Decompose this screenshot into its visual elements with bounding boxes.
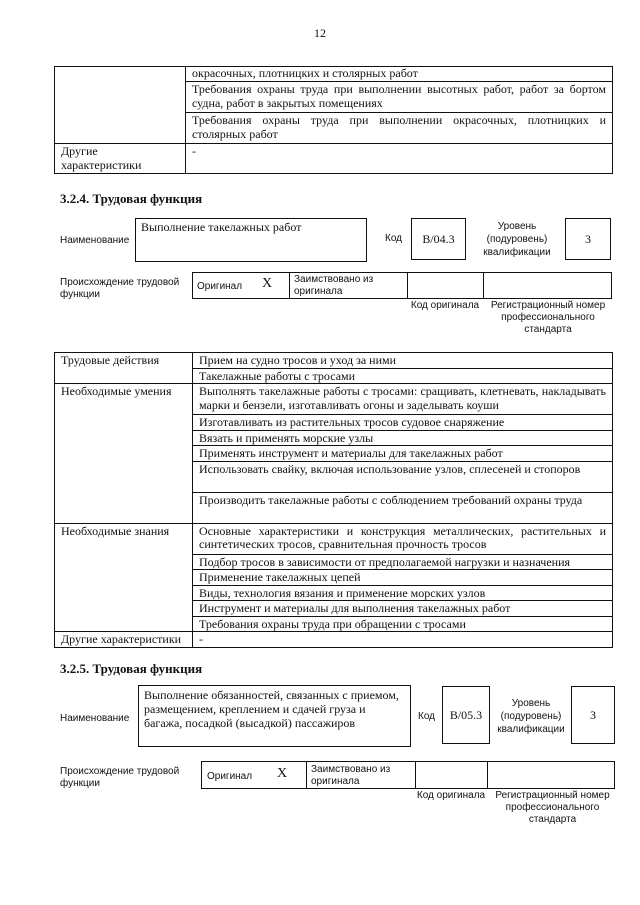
code-value-325: B/05.3 bbox=[442, 686, 490, 744]
top-table-cell: - bbox=[186, 144, 613, 174]
table-row bbox=[55, 523, 613, 554]
table-row bbox=[55, 144, 613, 174]
borrowed-label-325: Заимствовано из оригинала bbox=[311, 764, 391, 787]
origin-label-324: Происхождение трудовой функции bbox=[60, 277, 180, 300]
code-original-label-324: Код оригинала bbox=[410, 300, 480, 311]
code-label-325: Код bbox=[418, 711, 436, 722]
skill-item: Использовать свайку, включая использование узлов, сплесеней и стопоров bbox=[193, 461, 613, 492]
table-row bbox=[55, 353, 613, 369]
main-table bbox=[54, 352, 613, 648]
other-value: - bbox=[193, 632, 613, 648]
original-mark-325: X bbox=[277, 766, 288, 781]
top-table-cell: Требования охраны труда при выполнении окрасочных, плотницких и столярных работ bbox=[186, 113, 613, 144]
divider bbox=[483, 272, 484, 299]
labor-actions-label: Трудовые действия bbox=[55, 353, 193, 384]
knowledge-label: Необходимые знания bbox=[55, 523, 193, 632]
table-row bbox=[55, 384, 613, 415]
knowledge-item: Виды, технология вязания и применение морских узлов bbox=[193, 585, 613, 601]
divider bbox=[407, 272, 408, 299]
skill-item: Изготавливать из растительных тросов судовое снаряжение bbox=[193, 415, 613, 431]
level-label-325: Уровень (подуровень) квалификации bbox=[497, 698, 565, 735]
code-original-label-325: Код оригинала bbox=[416, 790, 486, 801]
top-table bbox=[54, 66, 613, 174]
section-heading-324: 3.2.4. Трудовая функция bbox=[60, 191, 203, 206]
knowledge-item: Основные характеристики и конструкция металлических, растительных и синтетических тросов, сравнительная прочность тросов bbox=[193, 523, 613, 554]
knowledge-item: Требования охраны труда при обращении с тросами bbox=[193, 616, 613, 632]
divider bbox=[487, 761, 488, 789]
knowledge-item: Применение такелажных цепей bbox=[193, 570, 613, 586]
code-value-324: B/04.3 bbox=[411, 218, 466, 260]
code-label-324: Код bbox=[385, 233, 403, 244]
level-value-325: 3 bbox=[571, 686, 615, 744]
borrowed-label-324: Заимствовано из оригинала bbox=[294, 274, 374, 297]
name-value-325: Выполнение обязанностей, связанных с приемом, размещением, креплением и сдачей груза и багажа, посадкой (высадкой) пассажиров bbox=[138, 685, 411, 747]
top-table-cell: Требования охраны труда при выполнении высотных работ, работ за бортом судна, работ в закрытых помещениях bbox=[186, 82, 613, 113]
knowledge-item: Подбор тросов в зависимости от предполагаемой нагрузки и назначения bbox=[193, 554, 613, 570]
level-value-324: 3 bbox=[565, 218, 611, 260]
original-label-325: Оригинал bbox=[207, 771, 253, 782]
origin-row-324 bbox=[192, 272, 612, 299]
name-label-325: Наименование bbox=[60, 713, 130, 724]
table-row bbox=[55, 67, 613, 82]
name-value-324: Выполнение такелажных работ bbox=[135, 218, 367, 262]
table-row bbox=[55, 632, 613, 648]
top-table-cell: окрасочных, плотницких и столярных работ bbox=[186, 67, 613, 82]
skills-label: Необходимые умения bbox=[55, 384, 193, 524]
name-label-324: Наименование bbox=[60, 235, 130, 246]
divider bbox=[306, 761, 307, 789]
original-mark-324: X bbox=[262, 276, 273, 291]
skill-item: Вязать и применять морские узлы bbox=[193, 430, 613, 446]
other-label: Другие характеристики bbox=[55, 632, 193, 648]
divider bbox=[415, 761, 416, 789]
top-table-left-label: Другие характеристики bbox=[55, 144, 186, 174]
skill-item: Производить такелажные работы с соблюдением требований охраны труда bbox=[193, 492, 613, 523]
divider bbox=[289, 272, 290, 299]
skill-item: Применять инструмент и материалы для такелажных работ bbox=[193, 446, 613, 462]
level-label-324: Уровень (подуровень) квалификации bbox=[483, 221, 551, 258]
reg-number-label-324: Регистрационный номер профессионального стандарта bbox=[490, 300, 606, 335]
knowledge-item: Инструмент и материалы для выполнения такелажных работ bbox=[193, 601, 613, 617]
page-number: 12 bbox=[314, 26, 326, 40]
top-table-left-cell bbox=[55, 67, 186, 144]
reg-number-label-325: Регистрационный номер профессионального стандарта bbox=[495, 790, 610, 825]
labor-action-item: Такелажные работы с тросами bbox=[193, 368, 613, 384]
origin-label-325: Происхождение трудовой функции bbox=[60, 766, 180, 789]
original-label-324: Оригинал bbox=[197, 281, 243, 292]
section-heading-325: 3.2.5. Трудовая функция bbox=[60, 661, 203, 676]
skill-item: Выполнять такелажные работы с тросами: сращивать, клетневать, накладывать марки и бензели, изготавливать огоны и заделывать коуши bbox=[193, 384, 613, 415]
labor-action-item: Прием на судно тросов и уход за ними bbox=[193, 353, 613, 369]
